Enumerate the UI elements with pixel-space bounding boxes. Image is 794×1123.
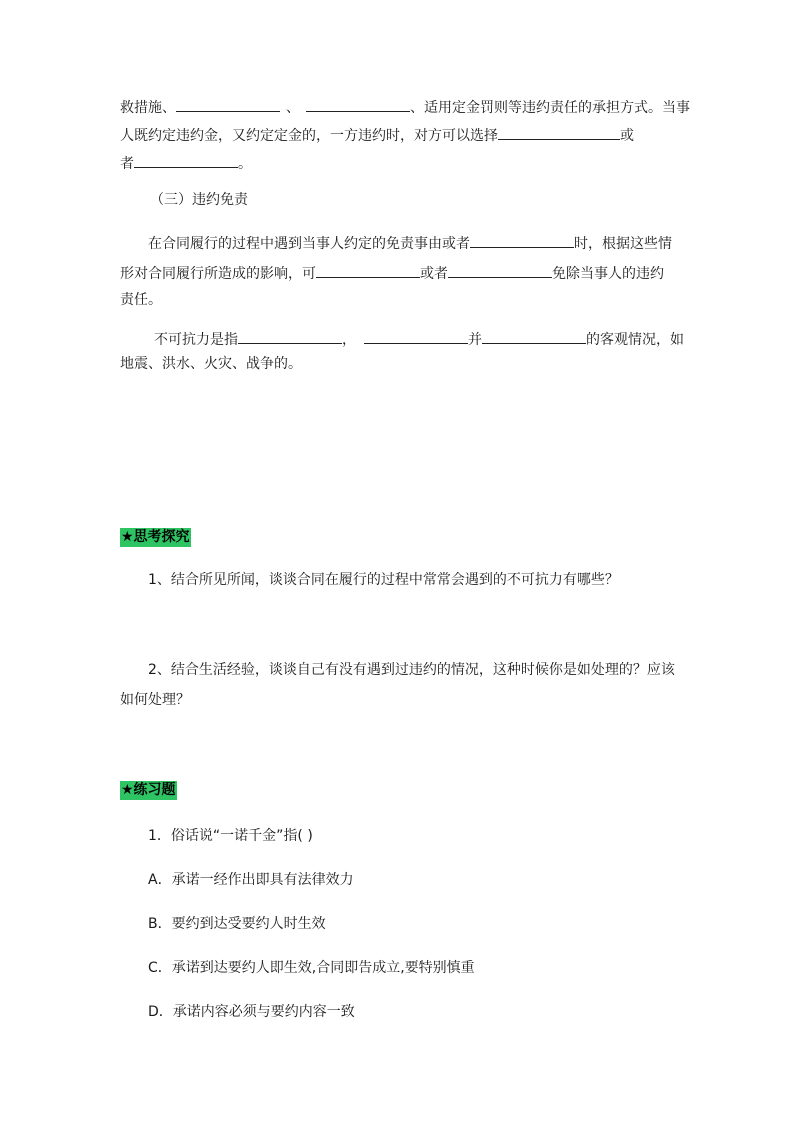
text: 或 xyxy=(620,128,634,144)
text: 不可抗力是指 xyxy=(154,332,238,348)
section-tag-thinking: ★思考探究 xyxy=(121,529,190,545)
paragraph-remedies-line-3 xyxy=(120,152,252,174)
text: 、 xyxy=(286,100,300,116)
text: 。 xyxy=(238,156,252,172)
paragraph-force-majeure-line-1 xyxy=(154,328,684,350)
fill-blank[interactable] xyxy=(498,124,620,140)
fill-blank[interactable] xyxy=(316,262,420,278)
fill-blank[interactable] xyxy=(364,328,468,344)
text: ， xyxy=(342,332,356,348)
text: 在合同履行的过程中遇到当事人约定的免责事由或者 xyxy=(148,236,470,252)
fill-blank[interactable] xyxy=(306,96,410,112)
fill-blank[interactable] xyxy=(238,328,342,344)
text: 并 xyxy=(468,332,482,348)
text: 者 xyxy=(120,156,134,172)
paragraph-exemption-line-3: 责任。 xyxy=(120,292,162,308)
paragraph-remedies-line-1 xyxy=(120,96,690,118)
section-tag-exercise: ★练习题 xyxy=(121,782,176,798)
thinking-question-1: 1、结合所见所闻，谈谈合同在履行的过程中常常会遇到的不可抗力有哪些？ xyxy=(148,572,619,588)
paragraph-exemption-line-2 xyxy=(120,262,664,284)
text: 救措施、 xyxy=(120,100,176,116)
fill-blank[interactable] xyxy=(482,328,586,344)
option-b: B．要约到达受要约人时生效 xyxy=(148,916,326,932)
text: 时，根据这些情 xyxy=(574,236,672,252)
paragraph-force-majeure-line-2: 地震、洪水、火灾、战争的。 xyxy=(120,356,302,372)
text: 的客观情况，如 xyxy=(586,332,684,348)
option-d: D．承诺内容必须与要约内容一致 xyxy=(148,1004,355,1020)
fill-blank[interactable] xyxy=(176,96,280,112)
text: 免除当事人的违约 xyxy=(552,266,664,282)
thinking-question-2-line-1: 2、结合生活经验，谈谈自己有没有遇到过违约的情况，这种时候你是如处理的？应该 xyxy=(148,662,675,678)
paragraph-exemption-line-1 xyxy=(148,232,672,254)
thinking-question-2-line-2: 如何处理？ xyxy=(120,692,190,708)
paragraph-remedies-line-2 xyxy=(120,124,634,146)
text: 或者 xyxy=(420,266,448,282)
fill-blank[interactable] xyxy=(470,232,574,248)
text: 人既约定违约金，又约定定金的，一方违约时，对方可以选择 xyxy=(120,128,498,144)
option-c: C．承诺到达要约人即生效,合同即告成立,要特别慎重 xyxy=(148,960,475,976)
text: 、适用定金罚则等违约责任的承担方式。当事 xyxy=(410,100,690,116)
option-a: A．承诺一经作出即具有法律效力 xyxy=(148,872,354,888)
fill-blank[interactable] xyxy=(134,152,238,168)
fill-blank[interactable] xyxy=(448,262,552,278)
exercise-question-1: 1．俗话说“一诺千金”指( ) xyxy=(148,828,313,844)
text: 形对合同履行所造成的影响，可 xyxy=(120,266,316,282)
section-heading-exemption: （三）违约免责 xyxy=(150,192,248,208)
